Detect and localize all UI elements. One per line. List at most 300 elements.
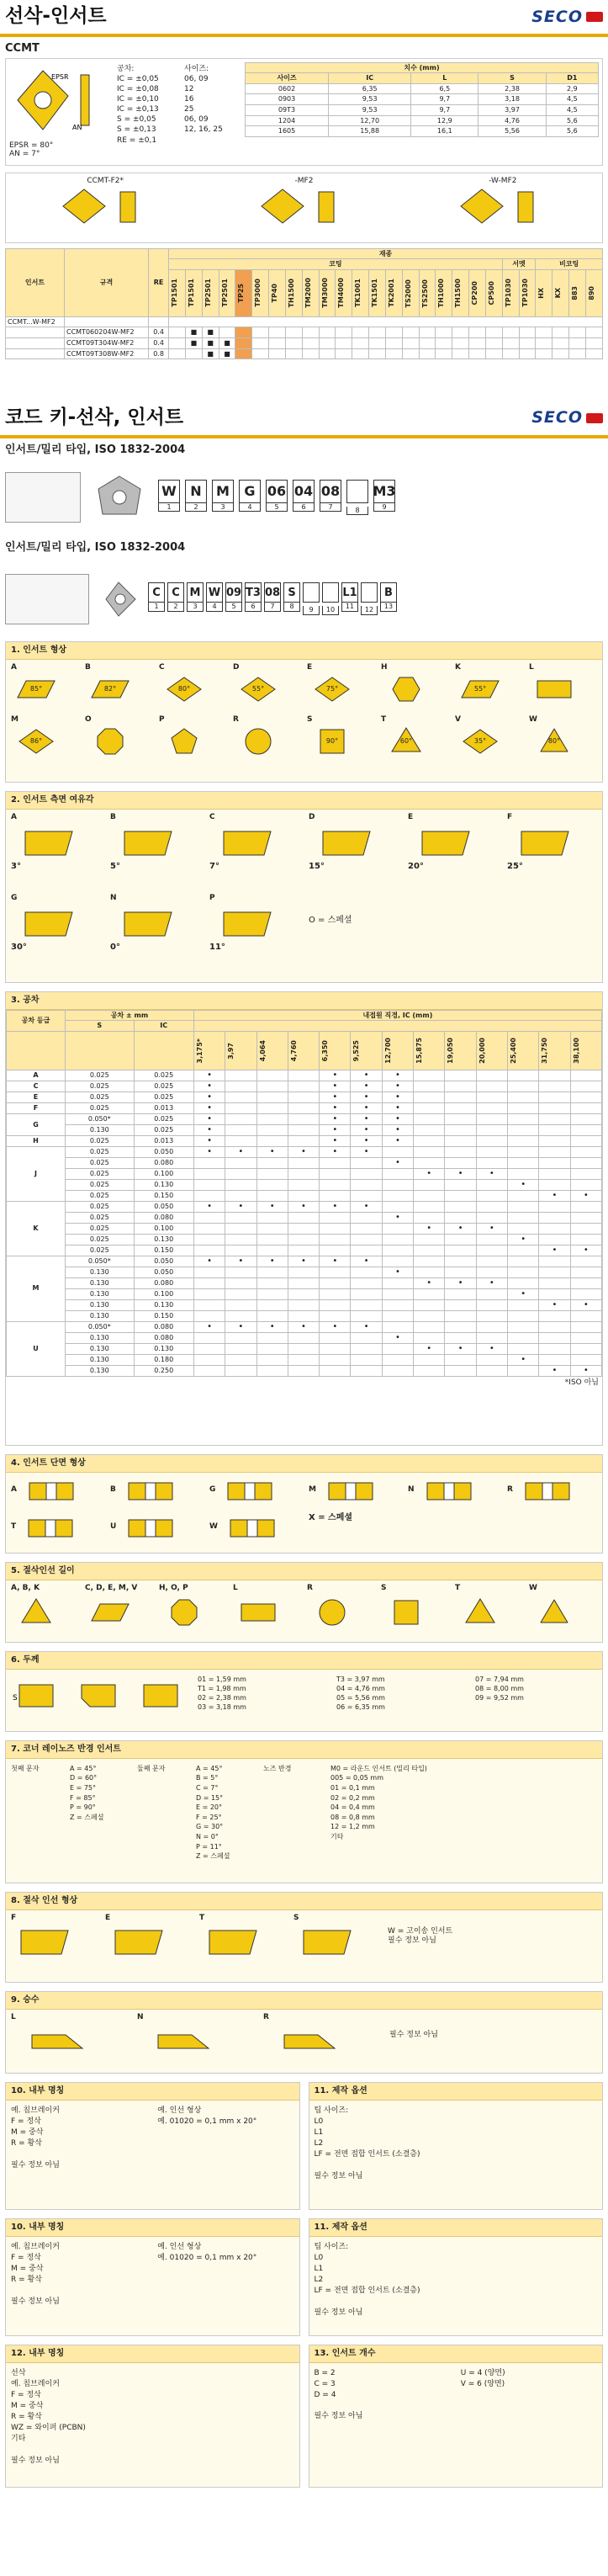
shape-angle: 55° (251, 684, 265, 693)
nose-radius-value: 08 = 0,8 mm (330, 1813, 375, 1821)
logo-mark-icon (586, 12, 603, 22)
grade-col-label: 883 (570, 285, 579, 300)
tolerance-ic: 0.180 (134, 1354, 193, 1365)
grade-col-header (252, 269, 269, 316)
grade-cell (202, 348, 219, 359)
tolerance-dot-cell (414, 1332, 445, 1343)
tolerance-ic: 0.250 (134, 1365, 193, 1376)
shape-item (80, 660, 154, 712)
tolerance-dot-cell (320, 1070, 351, 1081)
tolerance-dot-cell (320, 1135, 351, 1146)
tolerance-row (7, 1179, 602, 1190)
tolerance-dot-cell (445, 1070, 476, 1081)
tolerance-dot-cell (414, 1343, 445, 1354)
tolerance-dot-icon: • (238, 1146, 244, 1156)
tolerance-dot-cell (570, 1288, 601, 1299)
tolerance-dot-cell (225, 1365, 256, 1376)
tolerance-dot-cell (476, 1070, 507, 1081)
grade-cell (235, 337, 252, 348)
tolerance-row (7, 1168, 602, 1179)
tolerance-dot-cell (539, 1343, 570, 1354)
clearance-letter: N (110, 893, 117, 902)
tolerance-dot-cell (414, 1299, 445, 1310)
tolerance-dot-cell (476, 1332, 507, 1343)
code-box: G (239, 480, 261, 503)
tolerance-s: 0.050* (66, 1113, 135, 1124)
tolerance-dot-cell (256, 1091, 288, 1102)
clearance-special: O = 스페셜 (309, 915, 352, 925)
section-manufacture-option-b: 11. 제작 옵션 팁 사이즈: L0 L1 L2 LF = 전면 접합 인서트 (소결층) 필수 정보 아님 (309, 2218, 604, 2336)
row-10-11-b (5, 2218, 603, 2336)
dimension-row (246, 83, 599, 94)
tolerance-dot-cell (256, 1277, 288, 1288)
shape-graphic (455, 675, 505, 704)
grade-cell (336, 327, 352, 338)
section-edge-length: 5. 절삭인선 길이 A, B, K C, D, E, M, V H, O, P L R S T W (5, 1562, 603, 1643)
tool-icon (263, 2025, 356, 2058)
tolerance-dot-cell (351, 1321, 382, 1332)
tolerance-dot-cell (445, 1299, 476, 1310)
tolerance-dot-cell (225, 1179, 256, 1190)
dimension-cell: 5,56 (478, 126, 546, 137)
tolerance-s: 0.025 (66, 1201, 135, 1212)
cross-section-letter: B (110, 1485, 116, 1494)
cross-section-letter: M (309, 1485, 316, 1494)
edge-form-letter: S (293, 1913, 299, 1922)
tolerance-dot-cell (539, 1124, 570, 1135)
tolerance-dot-cell (225, 1234, 256, 1245)
grade-cell (469, 337, 486, 348)
section-insert-count: 13. 인서트 개수 B = 2 C = 3 D = 4 U = 4 (양면) V = 6 (양면) 필수 정보 아님 (309, 2345, 604, 2488)
shape-letter: T (381, 714, 387, 724)
iso1-insert-icon (94, 472, 145, 523)
thickness-value: T1 = 1,98 mm (198, 1684, 246, 1692)
cross-section-item (204, 1510, 304, 1547)
code-position-number: 6 (293, 503, 315, 513)
tolerance-dot-cell (320, 1124, 351, 1135)
tolerance-dot-cell (570, 1091, 601, 1102)
shape-letter: L (529, 662, 534, 672)
tolerance-dot-cell (508, 1365, 539, 1376)
tolerance-dot-cell (508, 1299, 539, 1310)
tolerance-dot-icon: • (269, 1256, 275, 1266)
tolerance-dot-cell (225, 1157, 256, 1168)
code-box: B (380, 582, 397, 603)
code-position (148, 582, 165, 612)
grade-cell (519, 348, 536, 359)
tolerance-dot-cell (508, 1190, 539, 1201)
tolerance-dot-icon: • (238, 1256, 244, 1266)
grade-cell (219, 348, 235, 359)
tolerance-dot-cell (445, 1168, 476, 1179)
clearance-letter: A (11, 812, 17, 821)
tolerance-dot-cell (351, 1212, 382, 1223)
second-letter-value: E = 20° (196, 1803, 223, 1812)
grade-col-header (219, 269, 235, 316)
tolerance-dot-cell (351, 1146, 382, 1157)
second-letter-value: B = 5° (196, 1774, 219, 1782)
tolerance-row (7, 1201, 602, 1212)
tolerance-dot-cell (288, 1343, 319, 1354)
grade-col-header (319, 269, 336, 316)
grade-cell (235, 327, 252, 338)
shape-angle: 82° (103, 684, 117, 693)
edge-length-item (376, 1580, 450, 1633)
tolerance-dot-cell (382, 1321, 413, 1332)
tolerance-dot-cell (508, 1070, 539, 1081)
nose-radius-value: 02 = 0,2 mm (330, 1793, 375, 1802)
tolerance-s: 0.025 (66, 1135, 135, 1146)
grade-col-label: TM3000 (320, 278, 329, 309)
tolerance-dot-cell (193, 1113, 225, 1124)
tolerance-grade: E (7, 1091, 66, 1102)
code-box: N (185, 480, 207, 503)
diameter-header (476, 1031, 507, 1070)
tolerance-dot-cell (225, 1354, 256, 1365)
shape-graphic (381, 675, 431, 704)
code-position (380, 582, 397, 612)
clearance-item (204, 890, 304, 971)
section-icon (420, 1479, 478, 1504)
shape-graphic (85, 727, 135, 756)
section-internal-name-b: 10. 내부 명칭 예. 칩브레이커 F = 정삭 M = 중삭 R = 황삭 필수 정보 아님 예. 인선 형상 예. 01020 = 0,1 mm x 20° (5, 2218, 300, 2336)
tolerance-dot-cell (256, 1168, 288, 1179)
tolerance-dot-icon: • (552, 1190, 558, 1200)
grade-cell (469, 327, 486, 338)
tolerance-dot-cell (382, 1212, 413, 1223)
tolerance-dot-cell (193, 1245, 225, 1256)
tolerance-dot-cell (414, 1070, 445, 1081)
code-box: 09 (225, 582, 242, 603)
tolerance-dot-cell (288, 1091, 319, 1102)
tolerance-dot-cell (445, 1343, 476, 1354)
grade-cell (568, 337, 585, 348)
grade-cell (319, 337, 336, 348)
tolerance-dot-cell (414, 1277, 445, 1288)
tolerance-dot-icon: • (363, 1070, 369, 1080)
edge-form-item (194, 1910, 288, 1963)
tolerance-dot-cell (539, 1201, 570, 1212)
tolerance-ic: 0.013 (134, 1102, 193, 1113)
tolerance-row (7, 1354, 602, 1365)
tolerance-row (7, 1321, 602, 1332)
tolerance-dot-cell (256, 1179, 288, 1190)
blank-head (66, 1031, 135, 1070)
side-icon (309, 825, 384, 862)
tolerance-dot-icon: • (207, 1135, 213, 1145)
tolerance-grade: G (7, 1113, 66, 1135)
tolerance-dot-cell (225, 1245, 256, 1256)
tolerance-dot-cell (445, 1201, 476, 1212)
tolerance-dot-cell (476, 1256, 507, 1267)
tolerance-dot-cell (539, 1102, 570, 1113)
shape-letter: D (233, 662, 240, 672)
shape-item (6, 712, 80, 764)
grade-col-header (235, 269, 252, 316)
shape-angle: 85° (29, 684, 43, 693)
dimension-cell: 1204 (246, 115, 329, 126)
tolerance-dot-cell (193, 1310, 225, 1321)
tolerance-dot-cell (225, 1113, 256, 1124)
nose-radius-value: 01 = 0,1 mm (330, 1783, 375, 1792)
tolerance-dot-cell (508, 1179, 539, 1190)
tolerance-s: 0.050* (66, 1321, 135, 1332)
tolerance-row (7, 1277, 602, 1288)
tolerance-dot-icon: • (489, 1223, 494, 1233)
tolerance-dot-cell (508, 1234, 539, 1245)
grade-cell (452, 348, 469, 359)
grade-col-header (369, 269, 386, 316)
tolerance-dot-cell (351, 1070, 382, 1081)
first-letter-value: P = 90° (70, 1803, 96, 1812)
tolerance-dot-cell (256, 1113, 288, 1124)
rect-icon (529, 675, 579, 704)
shape-graphic (381, 727, 431, 756)
tolerance-row (7, 1245, 602, 1256)
code-position-number: 1 (148, 603, 165, 612)
code-position (361, 582, 378, 615)
tolerance-dot-cell (476, 1091, 507, 1102)
tolerance-dot-cell (351, 1091, 382, 1102)
grade-col-label: TM2000 (304, 278, 312, 309)
cross-section-letter: T (11, 1522, 17, 1531)
tolerance-dot-cell (382, 1223, 413, 1234)
grade-cell (536, 327, 552, 338)
grade-col-label: KX (554, 288, 563, 299)
dimension-cell: 3,97 (478, 104, 546, 115)
tolerance-dot-cell (570, 1157, 601, 1168)
shape-item (154, 712, 228, 764)
grade-cell (369, 327, 386, 338)
tolerance-dot-cell (539, 1135, 570, 1146)
dimension-cell: 9,7 (411, 104, 478, 115)
hand-item (258, 2010, 384, 2062)
shape-angle: 35° (473, 736, 487, 745)
tolerance-dot-icon: • (394, 1267, 400, 1277)
thickness-value: 09 = 9,52 mm (475, 1694, 524, 1702)
tolerance-dot-icon: • (363, 1256, 369, 1266)
shape-letter: C (159, 662, 165, 672)
tolerance-dot-cell (382, 1201, 413, 1212)
clearance-letter: D (309, 812, 315, 821)
cross-section-item (6, 1510, 105, 1547)
tolerance-dot-cell (570, 1190, 601, 1201)
tolerance-dot-cell (193, 1070, 225, 1081)
grade-row (6, 327, 603, 338)
tolerance-ic: 0.130 (134, 1234, 193, 1245)
tolerance-dot-cell (288, 1277, 319, 1288)
tolerance-dot-icon: • (521, 1179, 526, 1189)
tolerance-dot-cell (256, 1299, 288, 1310)
edge-form-notes (383, 1924, 457, 1949)
tolerance-dot-cell (414, 1212, 445, 1223)
tolerance-s: 0.025 (66, 1190, 135, 1201)
tolerance-dot-icon: • (583, 1245, 589, 1255)
grade-col-label: TS2500 (420, 279, 429, 308)
dimension-row (246, 94, 599, 105)
tolerance-dot-cell (476, 1179, 507, 1190)
tolerance-dot-cell (382, 1245, 413, 1256)
availability-mark-icon: ■ (207, 328, 214, 337)
ccmt-drawing (6, 59, 115, 165)
grade-cell (402, 337, 419, 348)
tolerance-dot-cell (508, 1288, 539, 1299)
grade-col-label: CP500 (487, 281, 495, 305)
tolerance-dot-cell (320, 1277, 351, 1288)
grade-col-label: HX (537, 287, 546, 299)
clearance-item (6, 890, 105, 971)
tolerance-list: 공차: IC = ±0,05 IC = ±0,08 IC = ±0,10 IC = ±0,13 S = ±0,05 S = ±0,13 RE = ±0,1 (117, 64, 159, 145)
thickness-value: 01 = 1,59 mm (198, 1675, 246, 1683)
tolerance-dot-cell (256, 1102, 288, 1113)
grade-cell (385, 348, 402, 359)
tolerance-grade: F (7, 1102, 66, 1113)
edge-length-item (524, 1580, 598, 1633)
iso2-label-card (5, 574, 89, 624)
iso2-title: 인서트/밀리 타입, ISO 1832-2004 (5, 541, 186, 555)
grade-cell (485, 337, 502, 348)
shape-angle: 75° (325, 684, 339, 693)
tolerance-s: 0.130 (66, 1354, 135, 1365)
tolerance-dot-cell (382, 1332, 413, 1343)
diameter-label: 9,525 (352, 1039, 361, 1062)
tolerance-dot-cell (351, 1299, 382, 1310)
tolerance-dot-cell (351, 1288, 382, 1299)
grade-table: 인서트 규격 RE 재종 코팅 서멧 비코팅 TP1501 TP1501 TP2501 TP2501 TP25 TP3000 TP40 TH1500 TM2000 TM3000 TM4000 TK1001 TK1501 TK2001 TS2000 TS2500 TH1000 TH1500 CP200 CP500 TP1030 TP1030 HX KX 883 890 CCMT...W-MF2 CCMT060204W-MF2 0.4 ■ ■ CCMT09T304W-MF2 0.4 ■ ■ ■ CCMT09T308W-MF2 0.8 ■ ■ (5, 248, 603, 360)
section-icon (321, 1479, 380, 1504)
tolerance-dot-cell (225, 1277, 256, 1288)
tolerance-dot-cell (445, 1190, 476, 1201)
grade-cell (385, 327, 402, 338)
tolerance-dot-cell (225, 1256, 256, 1267)
tolerance-grade: C (7, 1081, 66, 1091)
tolerance-dot-cell (570, 1124, 601, 1135)
code-position-number: 8 (283, 603, 300, 612)
section-hand: 9. 승수 L N R 필수 정보 아님 (5, 1991, 603, 2074)
code-position (187, 582, 204, 612)
tolerance-dot-cell (382, 1190, 413, 1201)
tolerance-dot-cell (508, 1354, 539, 1365)
tolerance-dot-cell (193, 1179, 225, 1190)
tolerance-dot-cell (193, 1277, 225, 1288)
grade-col-header (485, 269, 502, 316)
tolerance-dot-cell (382, 1234, 413, 1245)
grade-spec: CCMT09T304W-MF2 (65, 337, 149, 348)
hand-item (132, 2010, 258, 2062)
tolerance-dot-cell (193, 1321, 225, 1332)
tolerance-dot-icon: • (332, 1146, 338, 1156)
grade-cell (552, 337, 569, 348)
grade-cell (352, 327, 369, 338)
grade-cell (585, 348, 602, 359)
shape-graphic (159, 727, 209, 756)
tolerance-dot-cell (476, 1102, 507, 1113)
side-icon (105, 1925, 172, 1959)
tolerance-dot-icon: • (426, 1168, 432, 1178)
tolerance-dot-cell (256, 1365, 288, 1376)
grade-col-label: TP2501 (220, 279, 229, 308)
tolerance-dot-icon: • (332, 1321, 338, 1331)
tolerance-dot-cell (351, 1354, 382, 1365)
tolerance-dot-icon: • (489, 1277, 494, 1288)
grade-cell (452, 327, 469, 338)
dimension-cell: 4,5 (546, 94, 598, 105)
iso2-insert-icon (98, 578, 140, 620)
tolerance-dot-cell (508, 1102, 539, 1113)
edge-length-item (302, 1580, 376, 1633)
tolerance-dot-cell (225, 1332, 256, 1343)
tolerance-dot-cell (320, 1179, 351, 1190)
oct-icon (159, 1596, 209, 1629)
tolerance-dot-cell (288, 1354, 319, 1365)
tolerance-dot-icon: • (207, 1081, 213, 1091)
section-cross-section: 4. 인서트 단면 형상 A B G M N R T U W X = 스페셜 (5, 1454, 603, 1554)
clearance-angle: 25° (507, 861, 523, 871)
grade-row (6, 348, 603, 359)
tolerance-dot-icon: • (394, 1332, 400, 1342)
logo-mark-icon (586, 413, 603, 423)
shape-item (302, 712, 376, 764)
trigon-icon (529, 1596, 579, 1629)
dimension-table: 치수 (mm) 사이즈 IC L S D1 0602 6,35 6,5 2,38 2,9 0903 9,53 9,7 3,18 4,5 09T3 9,53 9,7 3,97 4,5 1204 12,70 12,9 4,76 5,6 1605 15,88 16,1 5,56 5,6 (245, 62, 599, 137)
grade-cell (436, 337, 452, 348)
tolerance-dot-cell (414, 1223, 445, 1234)
cross-section-item (304, 1473, 403, 1510)
circle-icon (233, 727, 283, 756)
grade-col-header (585, 269, 602, 316)
edge-form-letter: E (105, 1913, 111, 1922)
thickness-list (198, 1675, 597, 1717)
hand-letter: R (263, 2012, 269, 2021)
clearance-angle: 0° (110, 942, 120, 952)
grade-cell (519, 337, 536, 348)
edge-length-letters: S (381, 1583, 387, 1592)
tolerance-dot-cell (193, 1234, 225, 1245)
tolerance-dot-cell (193, 1091, 225, 1102)
dimension-cell: 15,88 (329, 126, 411, 137)
diameter-header (414, 1031, 445, 1070)
code-position (303, 582, 320, 615)
code-box (322, 582, 339, 603)
grade-col-label: TP25 (237, 284, 246, 303)
iso1-label-card (5, 472, 81, 523)
tolerance-dot-cell (288, 1102, 319, 1113)
tolerance-dot-icon: • (521, 1234, 526, 1244)
tolerance-dot-cell (193, 1124, 225, 1135)
tolerance-dot-cell (382, 1256, 413, 1267)
code-box: L1 (341, 582, 358, 603)
grade-col-label: TK1001 (354, 279, 362, 308)
grade-cell (252, 348, 269, 359)
code-position (212, 480, 234, 513)
tolerance-dot-cell (193, 1299, 225, 1310)
tolerance-dot-icon: • (332, 1091, 338, 1102)
grade-col-header (568, 269, 585, 316)
tolerance-dot-icon: • (583, 1365, 589, 1375)
code-box: 06 (266, 480, 288, 503)
grade-cell (352, 337, 369, 348)
tolerance-dot-icon: • (394, 1102, 400, 1113)
shape-item (154, 660, 228, 712)
grade-cell (436, 348, 452, 359)
cross-section-letter: U (110, 1522, 117, 1531)
tolerance-dot-cell (414, 1321, 445, 1332)
tolerance-dot-cell (382, 1299, 413, 1310)
side-icon (110, 906, 186, 943)
tolerance-dot-cell (288, 1135, 319, 1146)
thickness-icon-2 (73, 1675, 124, 1717)
tolerance-dot-icon: • (207, 1102, 213, 1113)
